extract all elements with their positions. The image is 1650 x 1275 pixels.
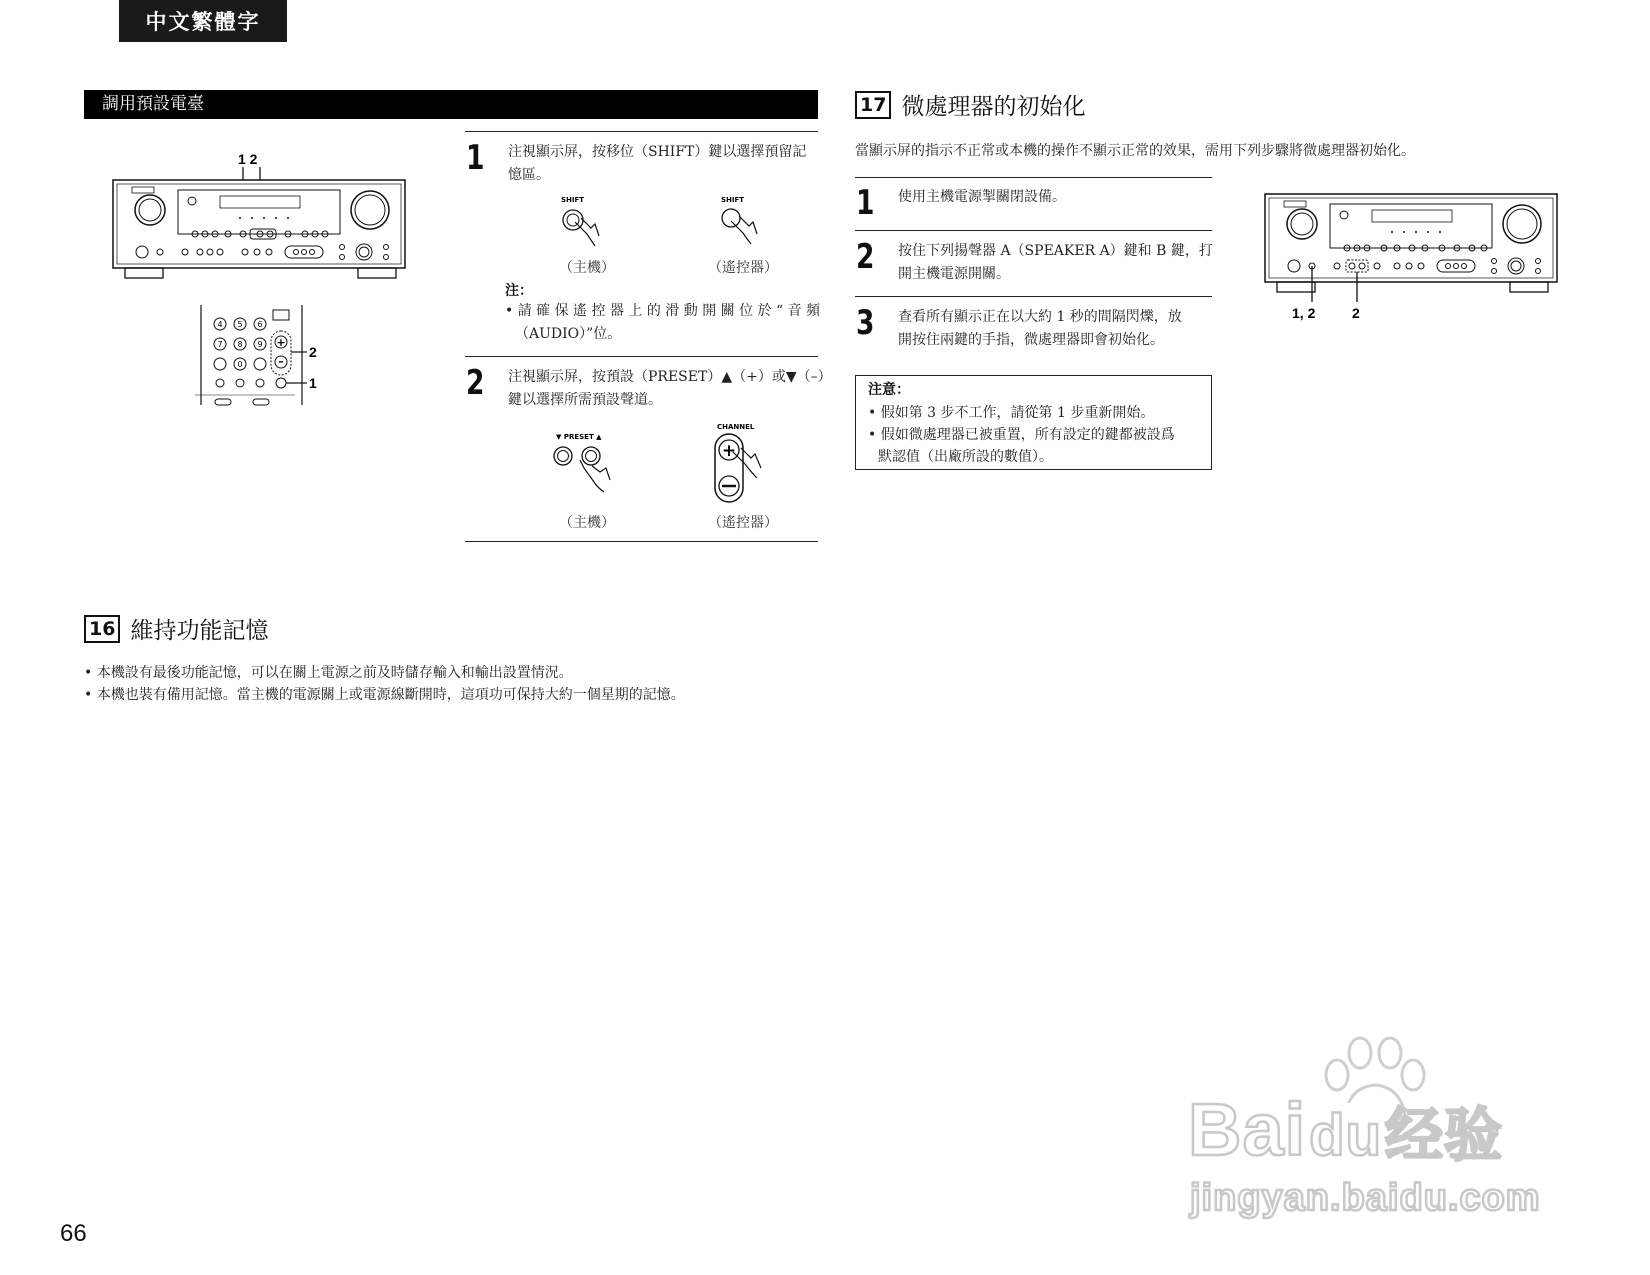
- init-step-2-number: 2: [856, 237, 875, 277]
- section-17-note-label: 注意：: [868, 382, 910, 398]
- recall-step-1-text: 注視顯示屏，按移位（SHIFT）鍵以選擇預留記 憶區。: [508, 144, 807, 183]
- watermark-brand: Bai: [1188, 1088, 1307, 1171]
- recall-step-1-number: 1: [466, 138, 485, 178]
- init-step-3-number: 3: [856, 303, 875, 343]
- section-17-note-2: • 假如微處理器已被重置，所有設定的鍵都被設爲: [868, 427, 1175, 443]
- svg-text:0: 0: [237, 360, 243, 369]
- section-17-intro: 當顯示屏的指示不正常或本機的操作不顯示正常的效果，需用下列步驟將微處理器初始化。: [855, 143, 1415, 159]
- section-16-heading: [84, 612, 268, 645]
- init-step-1-number: 1: [856, 183, 875, 223]
- svg-text:7: 7: [217, 340, 223, 349]
- init-step-2-text: 按住下列揚聲器 A（SPEAKER A）鍵和 B 鍵，打 開主機電源開關。: [898, 243, 1213, 282]
- svg-text:SHIFT: SHIFT: [561, 196, 585, 204]
- svg-text:8: 8: [237, 340, 243, 349]
- svg-text:6: 6: [257, 320, 263, 329]
- recall-step-1-note: • 請 確 保 遙 控 器 上 的 滑 動 開 關 位 於 “ 音 頻 （AUDIO）”位。: [505, 303, 821, 342]
- page-number: 66: [60, 1220, 87, 1247]
- section-16-bullet-1: • 本機設有最後功能記憶，可以在關上電源之前及時儲存輸入和輸出設置情況。: [84, 665, 573, 681]
- svg-text:4: 4: [217, 320, 223, 329]
- section-16-number: 16: [84, 615, 120, 643]
- svg-text:▼ PRESET ▲: ▼ PRESET ▲: [556, 433, 602, 441]
- remote-label-2: 2: [309, 344, 317, 360]
- shift-button-remote-icon: [715, 196, 775, 251]
- recall-step-1-caption-main: （主機）: [559, 260, 615, 276]
- section-16-bullet-2: • 本機也裝有備用記憶。當主機的電源關上或電源線斷開時，這項功可保持大約一個星期的記憶。: [84, 687, 685, 703]
- shift-button-main-icon: [555, 196, 615, 251]
- recall-step-2-caption-main: （主機）: [559, 515, 615, 531]
- recall-step-1-caption-remote: （遙控器）: [708, 260, 778, 276]
- svg-text:9: 9: [257, 340, 263, 349]
- svg-text:+: +: [276, 336, 286, 349]
- receiver-front-panel-diagram: [110, 150, 410, 285]
- remote-control-diagram: [195, 305, 335, 410]
- diagram-label-1-2: 1 2: [238, 151, 258, 167]
- preset-buttons-main-icon: [548, 432, 628, 497]
- svg-text:+: +: [721, 441, 737, 461]
- section-bar-recall-preset: 調用預設電臺: [84, 90, 818, 119]
- receiver-front-panel-diagram-init: [1262, 192, 1562, 327]
- section-17-title: 微處理器的初始化: [901, 94, 1086, 120]
- recall-step-2-number: 2: [466, 363, 485, 403]
- section-17-number: 17: [855, 91, 891, 119]
- init-diagram-label-left: 1, 2: [1292, 305, 1316, 321]
- section-17-note-box: [855, 375, 1212, 470]
- recall-step-1-note-label: 注：: [505, 283, 533, 299]
- remote-label-1: 1: [309, 375, 317, 391]
- channel-button-remote-icon: [705, 422, 775, 507]
- svg-text:5: 5: [237, 320, 243, 329]
- baidu-watermark: [1180, 1035, 1580, 1230]
- init-step-3-text: 查看所有顯示正在以大約 1 秒的間隔閃爍，放 開按住兩鍵的手指，微處理器即會初始化。: [898, 309, 1182, 348]
- section-17-note-3: 默認值（出廠所設的數值）。: [878, 449, 1053, 465]
- section-17-note-1: • 假如第 3 步不工作，請從第 1 步重新開始。: [868, 405, 1155, 421]
- init-diagram-label-right: 2: [1352, 305, 1360, 321]
- section-17-heading: [855, 88, 1085, 121]
- svg-text:–: –: [278, 355, 284, 368]
- svg-text:CHANNEL: CHANNEL: [717, 423, 755, 431]
- watermark-url: jingyan.baidu.com: [1190, 1177, 1541, 1219]
- svg-text:SHIFT: SHIFT: [721, 196, 745, 204]
- watermark-brand-suffix: du: [1306, 1103, 1385, 1168]
- recall-step-2-caption-remote: （遙控器）: [708, 515, 778, 531]
- section-16-bullets: [84, 662, 804, 706]
- recall-step-2-text: 注視顯示屏，按預設（PRESET）▲（+）或▼（–） 鍵以選擇所需預設聲道。: [508, 369, 832, 408]
- language-tab: 中文繁體字: [119, 0, 287, 42]
- section-16-title: 維持功能記憶: [130, 618, 269, 644]
- watermark-cn: 经验: [1385, 1101, 1504, 1169]
- init-step-1-text: 使用主機電源掣關閉設備。: [898, 189, 1066, 205]
